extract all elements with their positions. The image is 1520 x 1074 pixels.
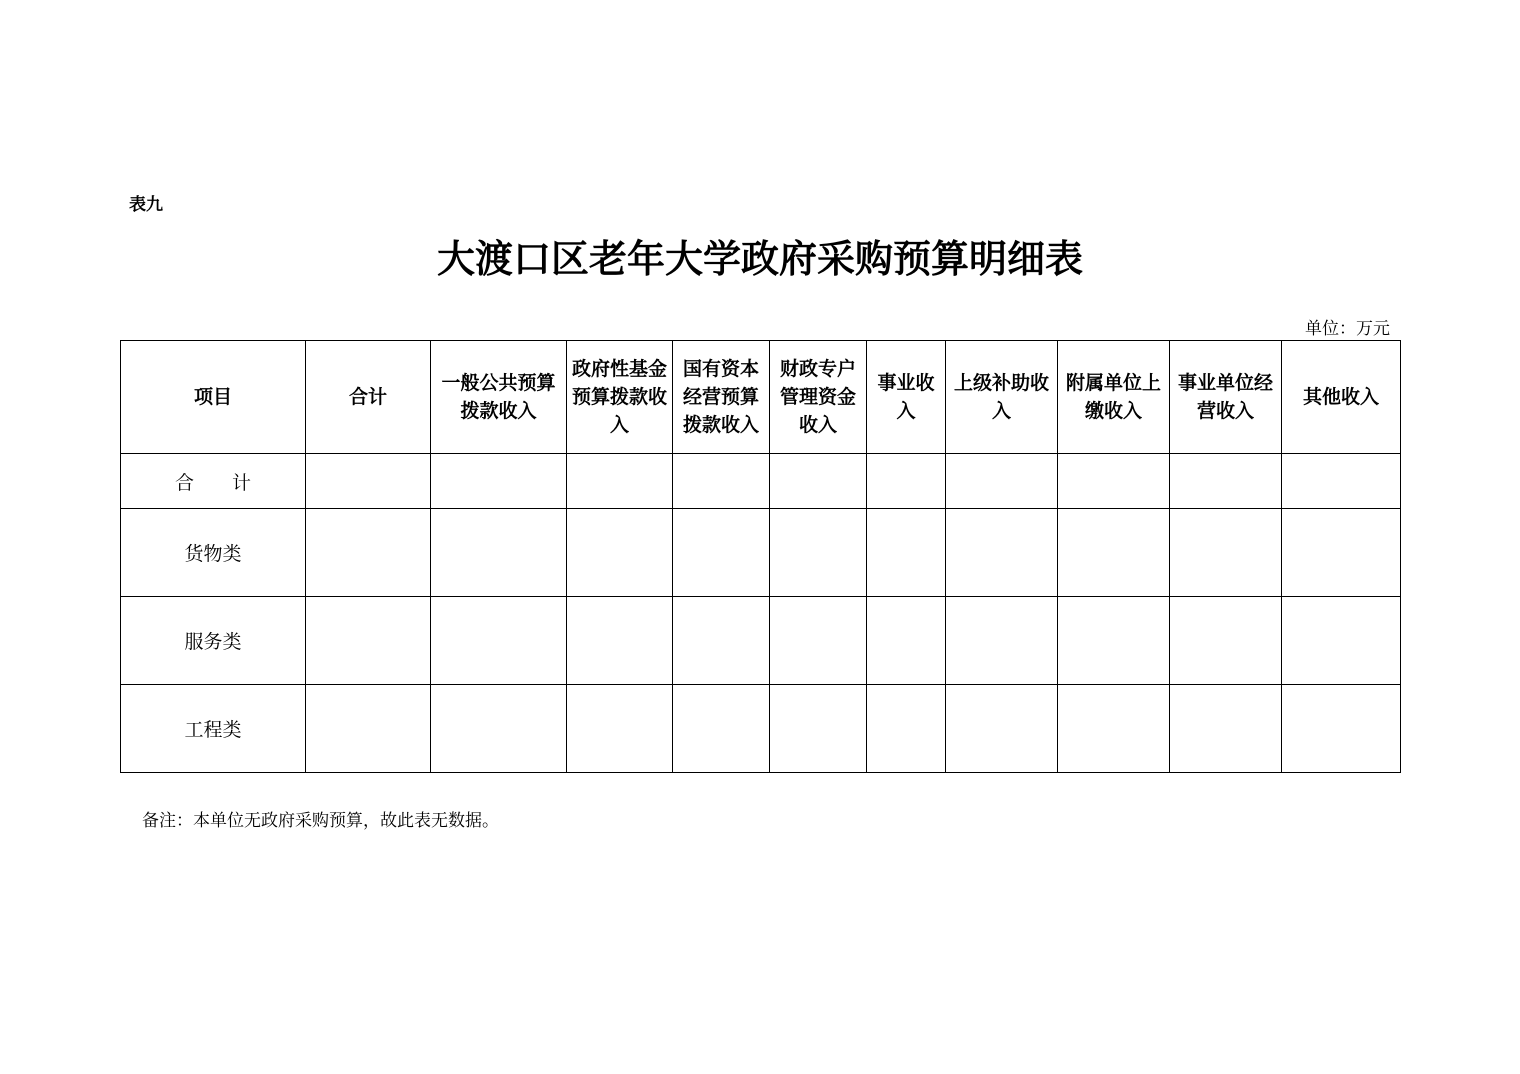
unit-label: 单位：万元 (1305, 319, 1390, 339)
table-row (121, 685, 1401, 773)
column-header-total: 合计 (306, 341, 431, 454)
table-cell (431, 454, 567, 509)
column-header-other-income: 其他收入 (1282, 341, 1401, 454)
column-header-gov-fund: 政府性基金预算拨款收入 (567, 341, 673, 454)
table-cell (946, 454, 1058, 509)
table-cell (770, 685, 867, 773)
page-title: 大渡口区老年大学政府采购预算明细表 (436, 236, 1083, 281)
column-header-special-account: 财政专户管理资金收入 (770, 341, 867, 454)
table-cell (770, 597, 867, 685)
table-cell (567, 685, 673, 773)
table-cell (567, 454, 673, 509)
table-cell (673, 597, 770, 685)
table-cell (770, 509, 867, 597)
column-header-business-income: 事业收入 (867, 341, 946, 454)
table-cell (673, 685, 770, 773)
row-label: 服务类 (121, 597, 306, 685)
table-cell (946, 509, 1058, 597)
table-cell (1170, 685, 1282, 773)
table-row (121, 509, 1401, 597)
table-cell (567, 597, 673, 685)
table-row (121, 454, 1401, 509)
table-cell (1282, 509, 1401, 597)
table-cell (673, 509, 770, 597)
table-cell (1282, 685, 1401, 773)
table-cell (306, 597, 431, 685)
table-cell (867, 597, 946, 685)
table-row (121, 597, 1401, 685)
table-cell (1282, 597, 1401, 685)
table-cell (1170, 454, 1282, 509)
table-cell (673, 454, 770, 509)
table-cell (867, 685, 946, 773)
column-header-item: 项目 (121, 341, 306, 454)
column-header-operating-income: 事业单位经营收入 (1170, 341, 1282, 454)
table-cell (1170, 509, 1282, 597)
table-cell (306, 454, 431, 509)
table-cell (306, 685, 431, 773)
table-cell (946, 597, 1058, 685)
table-cell (770, 454, 867, 509)
column-header-superior-subsidy: 上级补助收入 (946, 341, 1058, 454)
column-header-state-capital: 国有资本经营预算拨款收入 (673, 341, 770, 454)
table-cell (1058, 685, 1170, 773)
row-label: 货物类 (121, 509, 306, 597)
table-cell (946, 685, 1058, 773)
table-cell (1058, 509, 1170, 597)
row-label: 合 计 (121, 454, 306, 509)
table-cell (867, 454, 946, 509)
table-cell (431, 597, 567, 685)
table-cell (1282, 454, 1401, 509)
row-label: 工程类 (121, 685, 306, 773)
table-cell (306, 509, 431, 597)
header-row (121, 341, 1401, 454)
table-cell (431, 685, 567, 773)
table-cell (1058, 597, 1170, 685)
table-number: 表九 (129, 195, 163, 215)
table-cell (1058, 454, 1170, 509)
column-header-general-budget: 一般公共预算拨款收入 (431, 341, 567, 454)
table-cell (1170, 597, 1282, 685)
table-cell (431, 509, 567, 597)
column-header-affiliated-units: 附属单位上缴收入 (1058, 341, 1170, 454)
table-cell (867, 509, 946, 597)
procurement-budget-table (120, 340, 1401, 773)
table-cell (567, 509, 673, 597)
footnote: 备注：本单位无政府采购预算，故此表无数据。 (142, 811, 499, 831)
